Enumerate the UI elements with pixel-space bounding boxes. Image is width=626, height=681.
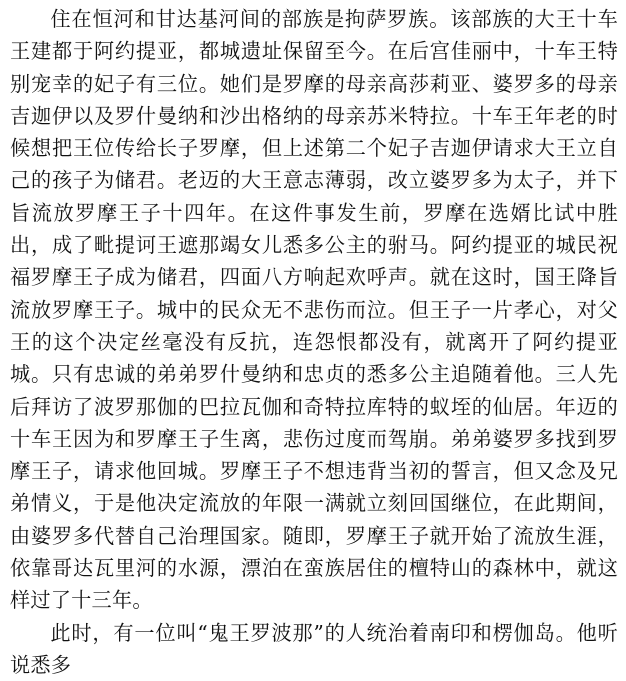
paragraph-1: 住在恒河和甘达基河间的部族是拘萨罗族。该部族的大王十车王建都于阿约提亚，都城遗址保留至今。在后宫佳丽中，十车王特别宠幸的妃子有三位。她们是罗摩的母亲高莎莉亚、婆罗多的母亲吉迦伊以及罗什曼纳和沙出格纳的母亲苏米特拉。十车王年老的时候想把王位传给长子罗摩，但上述第二个妃子吉迦伊请求大王立自己的孩子为储君。老迈的大王意志薄弱，改立婆罗多为太子，并下旨流放罗摩王子十四年。在这件事发生前，罗摩在选婿比试中胜出，成了毗提诃王遮那竭女儿悉多公主的驸马。阿约提亚的城民祝福罗摩王子成为储君，四面八方响起欢呼声。就在这时，国王降旨流放罗摩王子。城中的民众无不悲伤而泣。但王子一片孝心，对父王的这个决定丝毫没有反抗，连怨恨都没有，就离开了阿约提亚城。只有忠诚的弟弟罗什曼纳和忠贞的悉多公主追随着他。三人先后拜访了波罗那伽的巴拉瓦伽和奇特拉库特的蚁垤的仙居。年迈的十车王因为和罗摩王子生离，悲伤过度而驾崩。弟弟婆罗多找到罗摩王子，请求他回城。罗摩王子不想违背当初的誓言，但又念及兄弟情义，于是他决定流放的年限一满就立刻回国继位，在此期间，由婆罗多代替自己治理国家。随即，罗摩王子就开始了流放生涯，依靠哥达瓦里河的水源，漂泊在蛮族居住的檀特山的森林中，就这样过了十三年。 xyxy=(10,7,618,613)
paragraph-2: 此时，有一位叫“鬼王罗波那”的人统治着南印和楞伽岛。他听说悉多 xyxy=(10,620,618,677)
